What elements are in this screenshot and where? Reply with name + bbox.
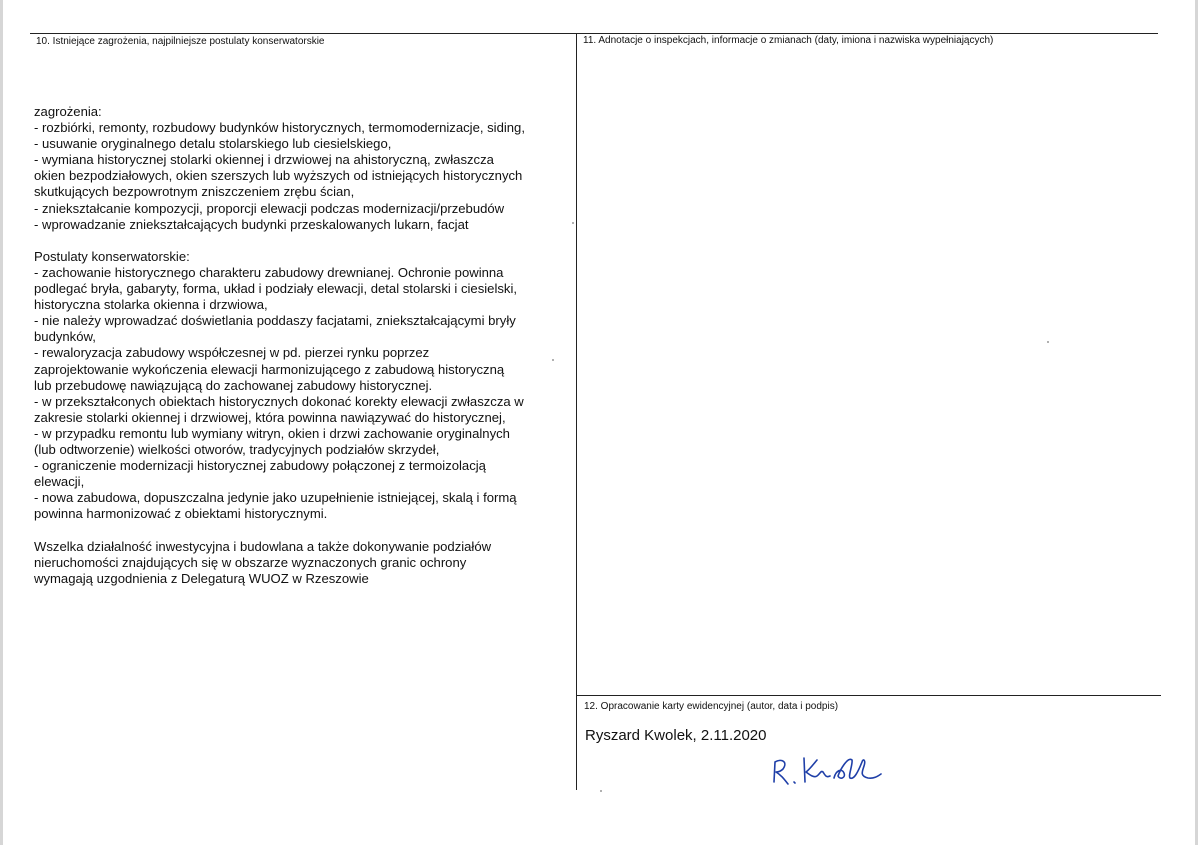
text-line: okien bezpodziałowych, okien szerszych lub wyższych od istniejących historycznych [34, 168, 523, 184]
text-line: - rewaloryzacja zabudowy współczesnej w pd. pierzei rynku poprzez [34, 345, 430, 361]
text-line: - zniekształcanie kompozycji, proporcji elewacji podczas modernizacji/przebudów [34, 200, 505, 216]
text-line: zagrożenia: [34, 104, 102, 119]
text-line: zakresie stolarki okiennej i drzwiowej, która powinna nawiązywać do historycznej, [34, 409, 506, 425]
text-line: - wprowadzanie zniekształcających budynki przeskalowanych lukarn, facjat [34, 216, 469, 232]
text-line: - wymiana historycznej stolarki okiennej i drzwiowej na ahistoryczną, zwłaszcza [34, 152, 494, 168]
text-line: skutkujących bezpowrotnym zniszczeniem zrębu ścian, [34, 184, 355, 200]
section12-rule [576, 695, 1161, 696]
section10-body [34, 104, 579, 587]
text-line: wymagają uzgodnienia z Delegaturą WUOZ w Rzeszowie [34, 570, 369, 586]
scan-speck [1047, 341, 1049, 343]
text-line: (lub odtworzenie) wielkości otworów, tradycyjnych podziałów skrzydeł, [34, 441, 440, 457]
section11-title: 11. Adnotacje o inspekcjach, informacje o zmianach (daty, imiona i nazwiska wypełniających) [583, 35, 994, 46]
text-line: - rozbiórki, remonty, rozbudowy budynków historycznych, termomodernizacje, siding, [34, 120, 525, 136]
text-line: elewacji, [34, 474, 85, 490]
text-line: Wszelka działalność inwestycyjna i budowlana a także dokonywanie podziałów [34, 538, 492, 554]
text-line: - zachowanie historycznego charakteru zabudowy drewnianej. Ochronie powinna [34, 264, 504, 280]
paragraph-spacer [34, 522, 579, 538]
text-line: - w przypadku remontu lub wymiany witryn, okien i drzwi zachowanie oryginalnych [34, 425, 510, 441]
top-rule [30, 33, 1158, 34]
handwritten-signature [768, 748, 888, 790]
author-date: Ryszard Kwolek, 2.11.2020 [585, 727, 767, 744]
text-line: - nie należy wprowadzać doświetlania poddaszy facjatami, zniekształcającymi bryły [34, 313, 516, 329]
text-line: - nowa zabudowa, dopuszczalna jedynie jako uzupełnienie istniejącej, skalą i formą [34, 490, 517, 506]
paragraph-spacer [34, 233, 579, 249]
scan-edge-left [0, 0, 3, 845]
text-line: - usuwanie oryginalnego detalu stolarskiego lub ciesielskiego, [34, 136, 392, 152]
scan-speck [552, 359, 554, 361]
text-line: lub przebudowę nawiązującą do zachowanej zabudowy historycznej. [34, 377, 433, 393]
section10-title: 10. Istniejące zagrożenia, najpilniejsze postulaty konserwatorskie [36, 36, 325, 47]
text-line: - w przekształconych obiektach historycznych dokonać korekty elewacji zwłaszcza w [34, 393, 524, 409]
text-line: zaprojektowanie wykończenia elewacji harmonizującego z zabudową historyczną [34, 361, 505, 377]
text-line: podlegać bryła, gabaryty, forma, układ i podziały elewacji, detal stolarski i ciesielski, [34, 281, 517, 297]
text-line: - ograniczenie modernizacji historycznej zabudowy połączonej z termoizolacją [34, 458, 486, 474]
section12-title: 12. Opracowanie karty ewidencyjnej (autor, data i podpis) [584, 701, 839, 712]
scan-speck [572, 222, 574, 224]
text-line: budynków, [34, 329, 96, 345]
text-line: powinna harmonizować z obiektami historycznymi. [34, 506, 328, 522]
text-line: nieruchomości znajdujących się w obszarze wyznaczonych granic ochrony [34, 554, 467, 570]
text-line: Postulaty konserwatorskie: [34, 248, 190, 264]
scan-speck [600, 790, 602, 792]
text-line: historyczna stolarka okienna i drzwiowa, [34, 297, 268, 313]
